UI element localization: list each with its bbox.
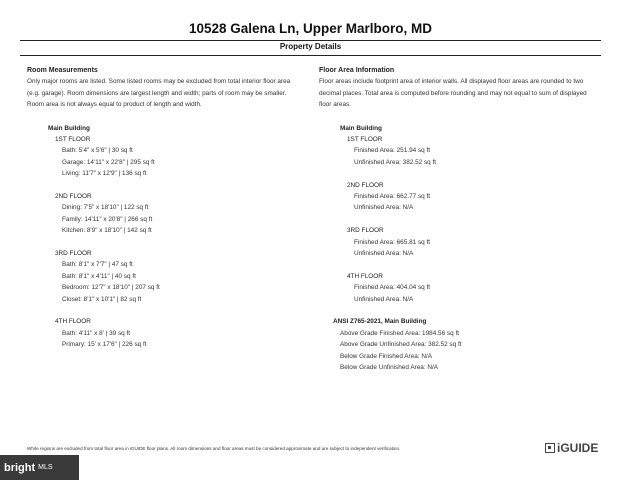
room-measurements-column	[27, 65, 317, 351]
room-measurements-description	[27, 76, 317, 110]
floor-heading: 3RD FLOOR	[347, 227, 384, 235]
mls-watermark	[0, 455, 79, 480]
room-item: Bath: 4'11" x 8' | 39 sq ft	[62, 329, 131, 337]
room-item: Bath: 8'1" x 7'7" | 47 sq ft	[62, 261, 133, 269]
building-heading: Main Building	[48, 124, 90, 132]
description-line: (e.g. garage). Room dimensions are largest length and width; parts of room may be smaller.	[27, 89, 287, 97]
room-item: Dining: 7'5" x 18'10" | 122 sq ft	[62, 204, 149, 212]
brand-name: iGUIDE	[557, 441, 599, 455]
floor-heading: 2ND FLOOR	[55, 193, 92, 201]
description-line: Room area is not always equal to product of length and width.	[27, 101, 202, 109]
area-item: Unfinished Area: N/A	[354, 295, 414, 303]
room-item: Bath: 8'1" x 4'11" | 40 sq ft	[62, 272, 136, 280]
area-item: Unfinished Area: 382.52 sq ft	[354, 158, 437, 166]
floor-heading: 1ST FLOOR	[347, 136, 383, 144]
floor-area-column	[319, 65, 609, 374]
floor-heading: 4TH FLOOR	[347, 272, 383, 280]
room-measurements-heading: Room Measurements	[27, 67, 98, 74]
floor-area-description	[319, 76, 609, 110]
subtitle-divider	[20, 55, 601, 56]
watermark-suffix: MLS	[38, 464, 53, 471]
ansi-item: Below Grade Finished Area: N/A	[340, 352, 432, 360]
section-subtitle: Property Details	[279, 42, 342, 51]
ansi-heading: ANSI Z765-2021, Main Building	[333, 318, 427, 326]
area-item: Finished Area: 404.04 sq ft	[354, 284, 431, 292]
room-item: Garage: 14'11" x 22'8" | 295 sq ft	[62, 158, 155, 166]
description-line: Only major rooms are listed. Some listed rooms may be excluded from total interior floor area	[27, 78, 291, 86]
page-title: 10528 Galena Ln, Upper Marlboro, MD	[188, 21, 433, 36]
floor-heading: 2ND FLOOR	[347, 181, 384, 189]
room-item: Living: 11'7" x 12'9" | 136 sq ft	[62, 170, 147, 178]
area-item: Finished Area: 665.81 sq ft	[354, 238, 431, 246]
room-item: Closet: 8'1" x 10'1" | 82 sq ft	[62, 295, 142, 303]
ansi-item: Above Grade Finished Area: 1984.56 sq ft	[340, 329, 460, 337]
description-line: Floor areas include footprint area of interior walls. All displayed floor areas are rounded to two	[319, 78, 584, 86]
floor-heading: 3RD FLOOR	[55, 250, 92, 258]
brand-icon	[545, 443, 555, 453]
brand-logo	[545, 441, 598, 455]
room-item: Bedroom: 12'7" x 18'10" | 207 sq ft	[62, 284, 160, 292]
room-item: Family: 14'11" x 20'8" | 266 sq ft	[62, 215, 153, 223]
description-line: floor areas.	[319, 101, 351, 109]
watermark-name: bright	[4, 461, 36, 474]
area-item: Finished Area: 662.77 sq ft	[354, 193, 431, 201]
room-item: Primary: 15' x 17'6" | 226 sq ft	[62, 341, 147, 349]
description-line: decimal places. Total area is computed before rounding and may not equal to sum of displayed	[319, 89, 587, 97]
floor-area-heading: Floor Area Information	[319, 67, 395, 74]
floor-heading: 1ST FLOOR	[55, 136, 91, 144]
area-item: Finished Area: 251.94 sq ft	[354, 147, 431, 155]
area-item: Unfinished Area: N/A	[354, 204, 414, 212]
top-divider	[20, 40, 601, 41]
room-item: Kitchen: 8'9" x 18'10" | 142 sq ft	[62, 227, 152, 235]
area-item: Unfinished Area: N/A	[354, 250, 414, 258]
building-heading: Main Building	[340, 124, 382, 132]
room-item: Bath: 5'4" x 5'6" | 30 sq ft	[62, 147, 133, 155]
footer-disclaimer: White regions are excluded from total floor area in iGUIDE floor plans. All room dimensions and floor areas must be considered approximate and are subject to independent verification.	[27, 446, 401, 451]
ansi-item: Above Grade Unfinished Area: 382.52 sq ft	[340, 341, 462, 349]
floor-heading: 4TH FLOOR	[55, 318, 91, 326]
ansi-item: Below Grade Unfinished Area: N/A	[340, 364, 439, 372]
